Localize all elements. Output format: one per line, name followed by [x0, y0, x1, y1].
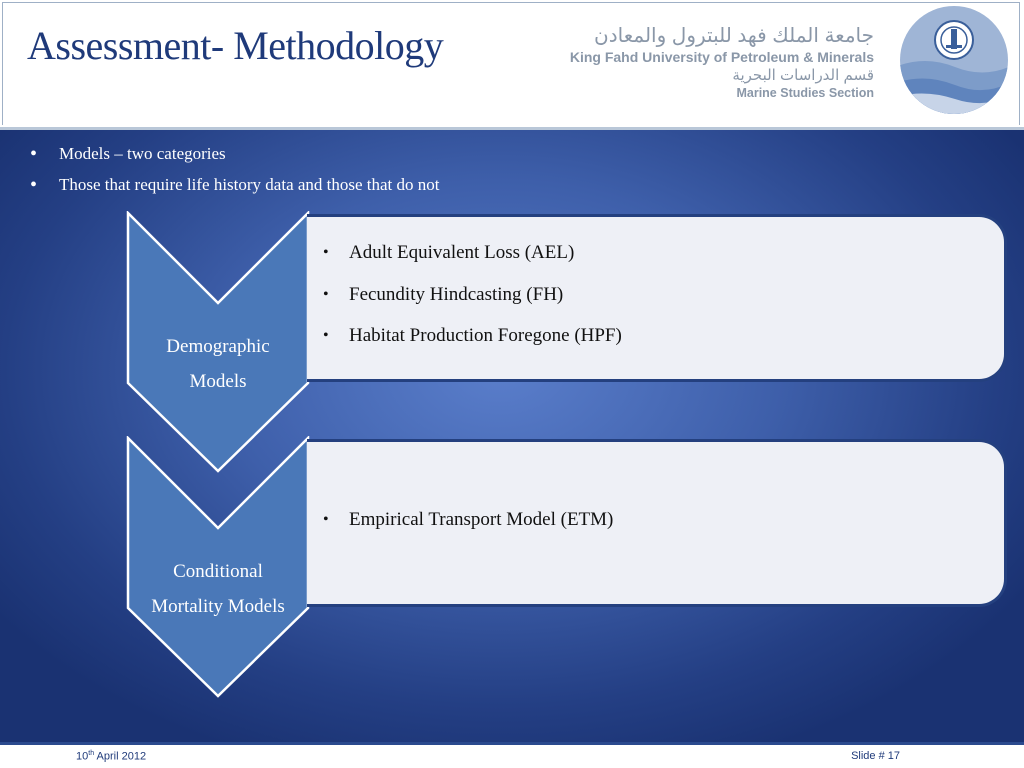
list-item-text: Empirical Transport Model (ETM)	[349, 509, 614, 530]
demographic-models-label	[128, 329, 308, 399]
slide-header	[0, 0, 1024, 130]
date-suffix: th	[88, 750, 95, 757]
bullet-dot-icon: •	[323, 511, 329, 528]
english-section-name: Marine Studies Section	[736, 86, 874, 100]
english-university-name: King Fahd University of Petroleum & Minerals	[569, 49, 874, 65]
footer-date	[76, 750, 146, 763]
university-logo-icon	[895, 5, 1013, 115]
bullet-text: Models – two categories	[59, 144, 226, 163]
list-item-text: Habitat Production Foregone (HPF)	[349, 325, 622, 346]
list-item	[323, 322, 622, 364]
bullet-text: Those that require life history data and those that do not	[59, 175, 440, 194]
bullet-dot-icon: •	[30, 143, 38, 165]
conditional-mortality-box	[307, 439, 1007, 607]
list-item	[323, 506, 613, 548]
list-item	[323, 281, 622, 323]
list-item-text: Fecundity Hindcasting (FH)	[349, 283, 564, 305]
list-item-text: Adult Equivalent Loss (AEL)	[349, 242, 575, 263]
bullet-dot-icon: •	[30, 174, 38, 196]
bullet-dot-icon: •	[323, 285, 329, 303]
bullet-dot-icon: •	[323, 244, 329, 261]
bullet-dot-icon: •	[323, 327, 329, 344]
bullet-item	[30, 142, 440, 173]
university-name-block	[570, 24, 874, 101]
chevron-label-line: Mortality Models	[151, 596, 285, 617]
slide-body	[0, 130, 1024, 742]
arabic-section-name: قسم الدراسات البحرية	[732, 67, 874, 84]
chevron-label-line: Conditional	[173, 561, 263, 582]
conditional-mortality-list	[323, 506, 613, 548]
slide-footer	[0, 742, 1024, 768]
date-rest: April 2012	[94, 750, 147, 763]
chevron-label-line: Models	[189, 371, 247, 392]
chevron-label-line: Demographic	[166, 336, 270, 357]
intro-bullets	[30, 142, 440, 204]
list-item	[323, 239, 622, 281]
slide-number: Slide # 17	[851, 750, 900, 762]
demographic-models-box	[307, 214, 1007, 382]
slide-title: Assessment- Methodology	[27, 23, 444, 68]
arabic-university-name: جامعة الملك فهد للبترول والمعادن	[594, 25, 874, 47]
demographic-models-list	[323, 239, 622, 364]
date-day: 10	[76, 750, 89, 763]
bullet-item	[30, 173, 440, 204]
conditional-mortality-label	[128, 554, 308, 624]
